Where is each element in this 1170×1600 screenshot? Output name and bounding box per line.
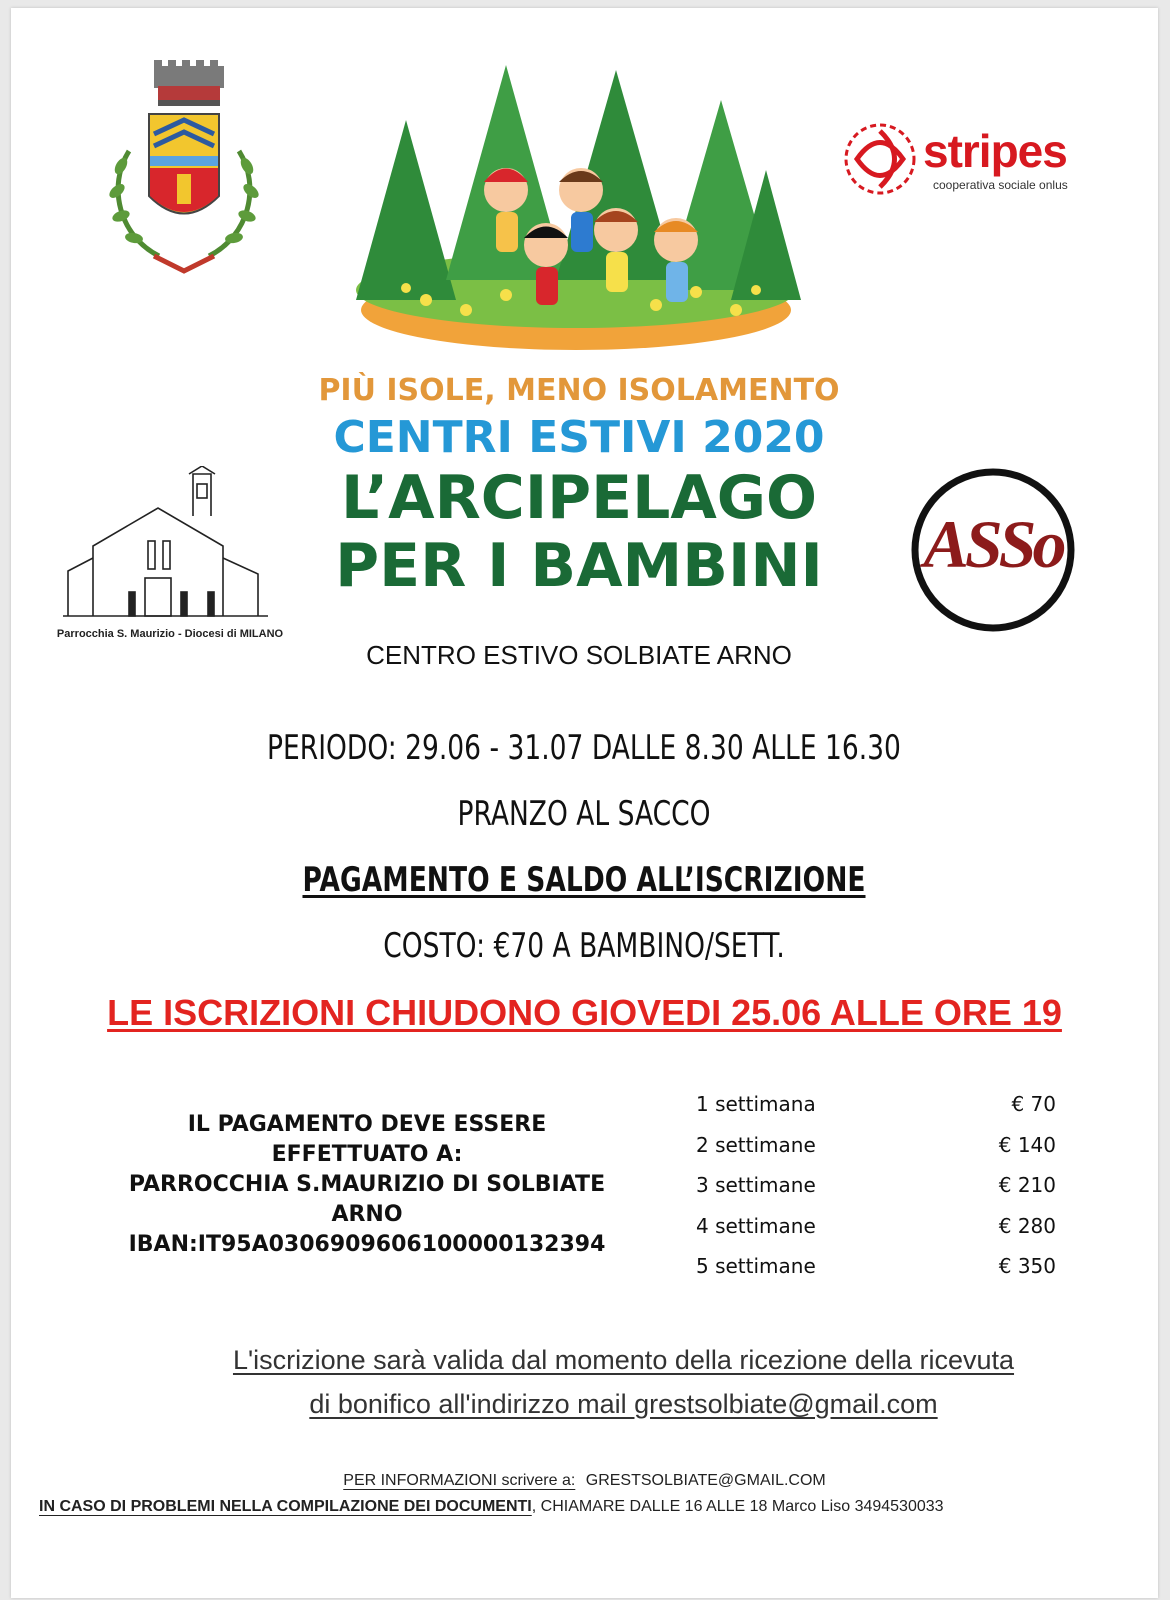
price-value: € 280 — [998, 1214, 1056, 1238]
footer-info-label: PER INFORMAZIONI scrivere a: — [343, 1472, 576, 1489]
payment-iban: IBAN:IT95A0306909606100000132394 — [128, 1232, 606, 1257]
payment-line-3: PARROCCHIA S.MAURIZIO DI SOLBIATE — [128, 1172, 606, 1197]
price-value: € 140 — [998, 1133, 1056, 1157]
pagamento-label: PAGAMENTO E SALDO ALL’ISCRIZIONE — [302, 860, 866, 900]
payment-line-1: IL PAGAMENTO DEVE ESSERE — [187, 1112, 547, 1137]
subtitle: CENTRO ESTIVO SOLBIATE ARNO — [366, 640, 792, 670]
title-line-2: CENTRI ESTIVI 2020 — [333, 412, 825, 463]
price-row — [696, 1173, 1056, 1203]
price-label: 1 settimana — [696, 1092, 816, 1116]
price-row — [696, 1133, 1056, 1163]
asso-logo-text: ASSo — [923, 506, 1063, 582]
title-block — [279, 370, 879, 600]
price-row — [696, 1254, 1056, 1284]
deadline-label: LE ISCRIZIONI CHIUDONO GIOVEDI 25.06 ALLE ORE 19 — [107, 992, 1062, 1033]
price-value: € 350 — [998, 1254, 1056, 1278]
costo-text: COSTO: €70 A BAMBINO/SETT. — [383, 926, 785, 966]
church-drawing — [63, 466, 273, 626]
footer-info-email: GRESTSOLBIATE@GMAIL.COM — [585, 1472, 826, 1489]
price-value: € 70 — [1011, 1092, 1056, 1116]
payment-line-2: EFFETTUATO A: — [271, 1142, 463, 1167]
footer-problems — [39, 1498, 1139, 1516]
payment-line-4: ARNO — [331, 1202, 403, 1227]
title-line-4: PER I BAMBINI — [335, 531, 823, 601]
pranzo-text: PRANZO AL SACCO — [457, 794, 711, 834]
validity-note — [111, 1338, 1136, 1426]
price-label: 2 settimane — [696, 1133, 816, 1157]
stripes-logo-subtitle: cooperativa sociale onlus — [933, 178, 1068, 192]
footer-problems-text: , CHIAMARE DALLE 16 ALLE 18 Marco Liso 3494530033 — [531, 1498, 944, 1515]
price-label: 3 settimane — [696, 1173, 816, 1197]
validity-line-2: di bonifico all'indirizzo mail grestsolbiate@gmail.com — [309, 1389, 938, 1419]
price-label: 5 settimane — [696, 1254, 816, 1278]
footer-info — [11, 1472, 1158, 1490]
info-block — [84, 726, 1084, 990]
price-row — [696, 1092, 1056, 1122]
price-label: 4 settimane — [696, 1214, 816, 1238]
kids-forest-illustration — [346, 60, 806, 350]
coat-of-arms-logo — [99, 56, 269, 288]
pagamento-text — [194, 858, 974, 924]
asso-logo — [909, 466, 1077, 634]
footer-problems-label: IN CASO DI PROBLEMI NELLA COMPILAZIONE DEI DOCUMENTI — [39, 1498, 532, 1515]
stripes-logo — [837, 116, 1097, 206]
flyer-page — [11, 8, 1158, 1598]
title-line-3: L’ARCIPELAGO — [340, 463, 818, 533]
church-caption: Parrocchia S. Maurizio - Diocesi di MILANO — [56, 628, 284, 640]
stripes-logo-name: stripes — [923, 125, 1067, 177]
deadline-text — [11, 992, 1158, 1034]
price-row — [696, 1214, 1056, 1244]
title-line-1: PIÙ ISOLE, MENO ISOLAMENTO — [318, 373, 840, 408]
price-value: € 210 — [998, 1173, 1056, 1197]
validity-line-1: L'iscrizione sarà valida dal momento della ricezione della ricevuta — [232, 1345, 1015, 1375]
periodo-text: PERIODO: 29.06 - 31.07 DALLE 8.30 ALLE 16.30 — [267, 728, 901, 768]
payment-block — [67, 1110, 667, 1260]
